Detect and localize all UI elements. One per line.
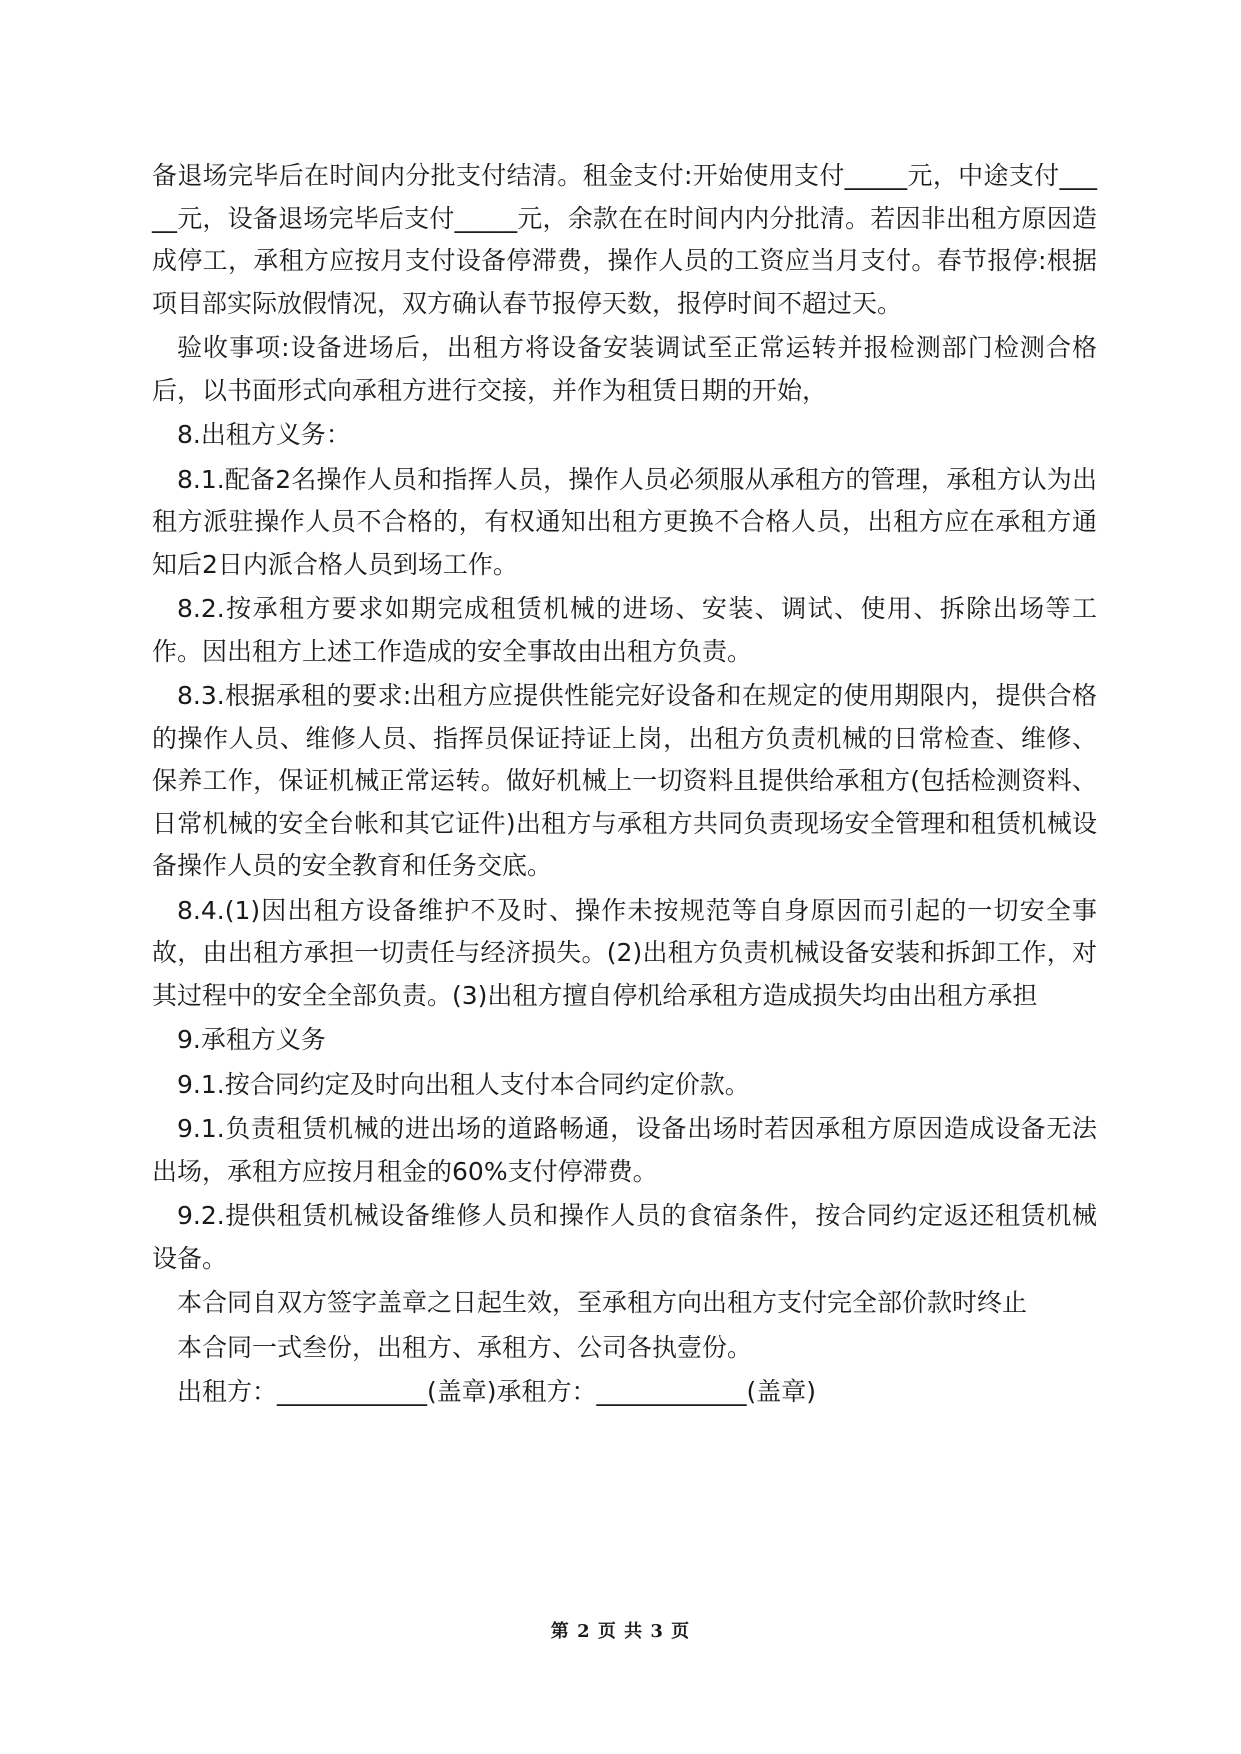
signature-line: 出租方：____________(盖章)承租方：____________(盖章) [177, 1377, 817, 1406]
paragraph-9-1a: 9.1.按合同约定及时向出租人支付本合同约定价款。 [177, 1069, 750, 1099]
heading-lessor-obligations: 8.出租方义务： [177, 420, 351, 449]
paragraph-8-1: 8.1.配备2名操作人员和指挥人员，操作人员必须服从承租方的管理，承租方认为出租方派驻操作人员不合格的，有权通知出租方更换不合格人员，出租方应在承租方通知后2日内派合格人员到场工作。 [152, 464, 1097, 579]
paragraph-8-2: 8.2.按承租方要求如期完成租赁机械的进场、安装、调试、使用、拆除出场等工作。因出租方上述工作造成的安全事故由出租方负责。 [152, 594, 1097, 666]
paragraph-copies: 本合同一式叁份，出租方、承租方、公司各执壹份。 [177, 1332, 753, 1362]
paragraph-payment-terms: 备退场完毕后在时间内分批支付结清。租金支付:开始使用支付_____元，中途支付_____元，设备退场完毕后支付_____元，余款在在时间内内分批清。若因非出租方原因造成停工，承租方应按月支付设备停滞费，操作人员的工资应当月支付。春节报停:根据项目部实际放假情况，双方确认春节报停天数，报停时间不超过天。 [152, 161, 1097, 318]
paragraph-9-2: 9.2.提供租赁机械设备维修人员和操作人员的食宿条件，按合同约定返还租赁机械设备。 [152, 1201, 1097, 1273]
paragraph-9-1b: 9.1.负责租赁机械的进出场的道路畅通，设备出场时若因承租方原因造成设备无法出场，承租方应按月租金的60%支付停滞费。 [152, 1114, 1097, 1186]
paragraph-acceptance: 验收事项:设备进场后，出租方将设备安装调试至正常运转并报检测部门检测合格后，以书面形式向承租方进行交接，并作为租赁日期的开始， [152, 333, 1097, 405]
paragraph-8-3: 8.3.根据承租的要求:出租方应提供性能完好设备和在规定的使用期限内，提供合格的操作人员、维修人员、指挥员保证持证上岗，出租方负责机械的日常检查、维修、保养工作，保证机械正常运转。做好机械上一切资料且提供给承租方(包括检测资料、日常机械的安全台帐和其它证件)出租方与承租方共同负责现场安全管理和租赁机械设备操作人员的安全教育和任务交底。 [152, 681, 1097, 880]
paragraph-effective: 本合同自双方签字盖章之日起生效，至承租方向出租方支付完全部价款时终止 [177, 1288, 1028, 1317]
document-body [152, 155, 1097, 1416]
page-number-footer: 第 2 页 共 3 页 [550, 1621, 691, 1642]
heading-lessee-obligations: 9.承租方义务 [177, 1025, 326, 1054]
paragraph-8-4: 8.4.(1)因出租方设备维护不及时、操作未按规范等自身原因而引起的一切安全事故，由出租方承担一切责任与经济损失。(2)出租方负责机械设备安装和拆卸工作，对其过程中的安全全部负责。(3)出租方擅自停机给承租方造成损失均由出租方承担 [152, 895, 1097, 1010]
